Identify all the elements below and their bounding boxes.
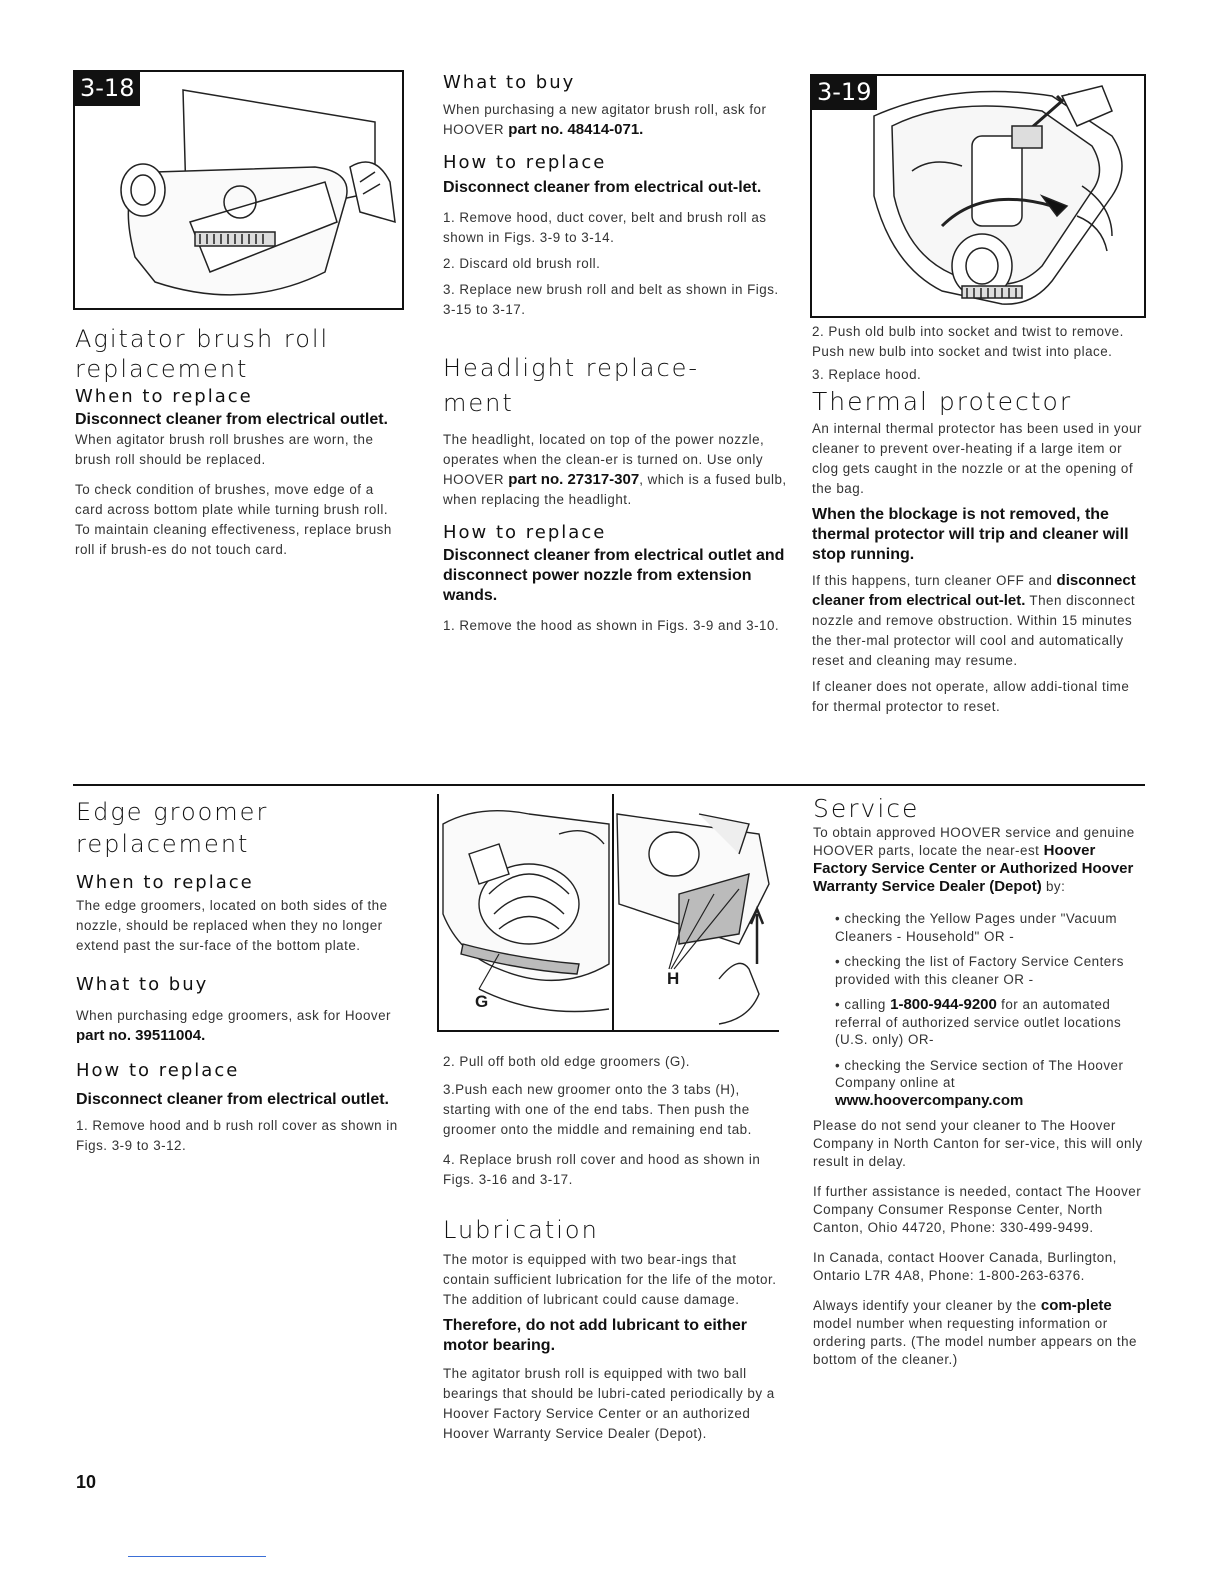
section-title: Headlight replace- — [443, 354, 700, 382]
service-text: To obtain approved HOOVER service and genuine HOOVER parts, locate the near-est — [813, 825, 1135, 858]
paragraph: To check condition of brushes, move edge of a card across bottom plate while turning brush roll. To maintain cleaning effectiveness, replace brush roll if brush-es do not touch card. — [75, 482, 392, 557]
subheading: When to replace — [75, 386, 253, 407]
subheading: What to buy — [443, 72, 576, 93]
figure-label: 3-19 — [812, 76, 877, 110]
figure-edge-groomer — [437, 794, 779, 1032]
warning-text: Disconnect cleaner from electrical out-let. — [443, 179, 762, 196]
paragraph: The edge groomers, located on both sides of the nozzle, should be replaced when they no longer extend past the sur-face of the bottom plate. — [76, 898, 388, 953]
warning-text: Disconnect cleaner from electrical outlet. — [75, 411, 388, 428]
step: 1. Remove hood, duct cover, belt and brush roll as shown in Figs. 3-9 to 3-14. — [443, 210, 767, 245]
service-text-cont: model number when requesting information or ordering parts. (The model number appears on the bottom of the cleaner.) — [813, 1316, 1137, 1367]
section-title: Lubrication — [443, 1216, 599, 1244]
thermal-text-cont: Then disconnect nozzle and remove obstruction. Within 15 minutes the ther-mal protector will cool and automatically reset and cleaning may resume. — [812, 593, 1136, 668]
subheading: How to replace — [443, 522, 607, 543]
bulb-section — [812, 322, 1147, 723]
horizontal-divider — [73, 784, 1145, 786]
brush-roll-illustration — [75, 72, 402, 308]
step: 2. Pull off both old edge groomers (G). — [443, 1054, 691, 1069]
section-title-cont: replacement — [76, 830, 250, 858]
paragraph: The agitator brush roll is equipped with two ball bearings that should be lubri-cated periodically by a Hoover Factory Service Center or an authorized Hoover Warranty Service Dealer (Depot). — [443, 1366, 775, 1441]
step: 1. Remove the hood as shown in Figs. 3-9 and 3-10. — [443, 618, 780, 633]
warning-text: When the blockage is not removed, the thermal protector will trip and cleaner will stop running. — [812, 506, 1129, 563]
warning-text: Disconnect cleaner from electrical outlet and disconnect power nozzle from extension wands. — [443, 547, 785, 604]
paragraph: Please do not send your cleaner to The Hoover Company in North Canton for ser-vice, this will only result in delay. — [813, 1118, 1143, 1169]
bullet-text: • checking the Service section of The Hoover Company online at — [835, 1057, 1124, 1090]
bullet-item — [835, 1057, 1148, 1110]
agitator-section — [75, 324, 405, 566]
bullet-item: • checking the Yellow Pages under "Vacuum Cleaners - Household" OR - — [835, 911, 1118, 944]
paragraph — [76, 1006, 406, 1046]
phone-number: 1-800-944-9200 — [890, 996, 997, 1013]
paragraph: The motor is equipped with two bear-ings that contain sufficient lubrication for the life of the motor. The addition of lubricant could cause damage. — [443, 1252, 777, 1307]
buy-text: When purchasing a new agitator brush roll, ask for HOOVER — [443, 102, 767, 137]
headlight-text-cont: , which is a fused bulb, when replacing the headlight. — [443, 472, 787, 507]
bullet-item — [835, 996, 1148, 1049]
groomer-steps — [443, 1052, 778, 1450]
figure-3-19 — [810, 74, 1146, 318]
bullet-item: • checking the list of Factory Service Centers provided with this cleaner OR - — [835, 954, 1124, 987]
website-link[interactable]: www.hoovercompany.com — [835, 1091, 1024, 1109]
thermal-text: If this happens, turn cleaner OFF and — [812, 573, 1053, 588]
step: 4. Replace brush roll cover and hood as shown in Figs. 3-16 and 3-17. — [443, 1152, 761, 1187]
paragraph — [812, 571, 1147, 671]
step: 3.Push each new groomer onto the 3 tabs (H), starting with one of the end tabs. Then push the groomer onto the middle and remaining end tab. — [443, 1082, 752, 1137]
paragraph: If cleaner does not operate, allow addi-tional time for thermal protector to reset. — [812, 679, 1130, 714]
paragraph: An internal thermal protector has been used in your cleaner to prevent over-heating if a large item or clog gets caught in the nozzle or at the opening of the bag. — [812, 421, 1142, 496]
subheading: What to buy — [76, 974, 209, 995]
headlight-illustration — [812, 76, 1144, 316]
part-number: part no. 27317-307 — [508, 471, 640, 488]
page-number: 10 — [76, 1472, 97, 1492]
section-title: Agitator brush roll — [75, 325, 330, 353]
section-title-cont: ment — [443, 389, 514, 417]
service-text-cont: by: — [1045, 879, 1066, 894]
service-text: Always identify your cleaner by the — [813, 1298, 1037, 1313]
service-bold: com-plete — [1040, 1297, 1112, 1314]
thermal-bold: disconnect cleaner from electrical out-let. — [812, 572, 1136, 609]
part-number: part no. 39511004. — [76, 1027, 206, 1044]
paragraph: When agitator brush roll brushes are worn, the brush roll should be replaced. — [75, 432, 374, 467]
subheading: When to replace — [76, 872, 254, 893]
callout-h: H — [667, 969, 680, 988]
step: 2. Push old bulb into socket and twist to remove. Push new bulb into socket and twist into place. — [812, 324, 1124, 359]
section-title-cont: replacement — [75, 355, 249, 383]
section-title: Thermal protector — [812, 387, 1073, 416]
step: 2. Discard old brush roll. — [443, 256, 601, 271]
step: 3. Replace hood. — [812, 367, 922, 382]
section-title: Edge groomer — [76, 798, 269, 826]
paragraph — [813, 1297, 1148, 1369]
bullet-text: • calling — [835, 997, 886, 1012]
buy-section — [443, 72, 788, 642]
paragraph — [443, 430, 788, 510]
footer-line — [128, 1556, 266, 1557]
section-title: Service — [813, 794, 920, 823]
warning-text: Therefore, do not add lubricant to either motor bearing. — [443, 1317, 748, 1354]
step: 1. Remove hood and b rush roll cover as shown in Figs. 3-9 to 3-12. — [76, 1118, 398, 1153]
subheading: How to replace — [443, 152, 607, 173]
edge-groomer-section — [76, 796, 406, 1162]
paragraph — [813, 824, 1148, 896]
buy-text: When purchasing edge groomers, ask for Hoover — [76, 1008, 392, 1023]
figure-3-18 — [73, 70, 404, 310]
figure-label: 3-18 — [75, 72, 140, 106]
groomer-illustration — [439, 794, 779, 1030]
warning-text: Disconnect cleaner from electrical outlet. — [76, 1091, 389, 1108]
paragraph — [443, 100, 788, 140]
service-section — [813, 794, 1148, 1375]
service-bold: Hoover Factory Service Center or Authorized Hoover Warranty Service Dealer (Depot) — [813, 842, 1134, 895]
step: 3. Replace new brush roll and belt as shown in Figs. 3-15 to 3-17. — [443, 282, 779, 317]
headlight-text: The headlight, located on top of the power nozzle, operates when the clean-er is turned on. Use only HOOVER — [443, 432, 765, 487]
part-number: part no. 48414-071. — [508, 121, 644, 138]
callout-g: G — [475, 992, 489, 1011]
paragraph: In Canada, contact Hoover Canada, Burlington, Ontario L7R 4A8, Phone: 1-800-263-6376. — [813, 1250, 1117, 1283]
subheading: How to replace — [76, 1060, 240, 1081]
paragraph: If further assistance is needed, contact The Hoover Company Consumer Response Center, North Canton, Ohio 44720, Phone: 330-499-9499. — [813, 1184, 1142, 1235]
bullet-text-cont: for an automated referral of authorized service outlet locations (U.S. only) OR- — [835, 997, 1122, 1047]
